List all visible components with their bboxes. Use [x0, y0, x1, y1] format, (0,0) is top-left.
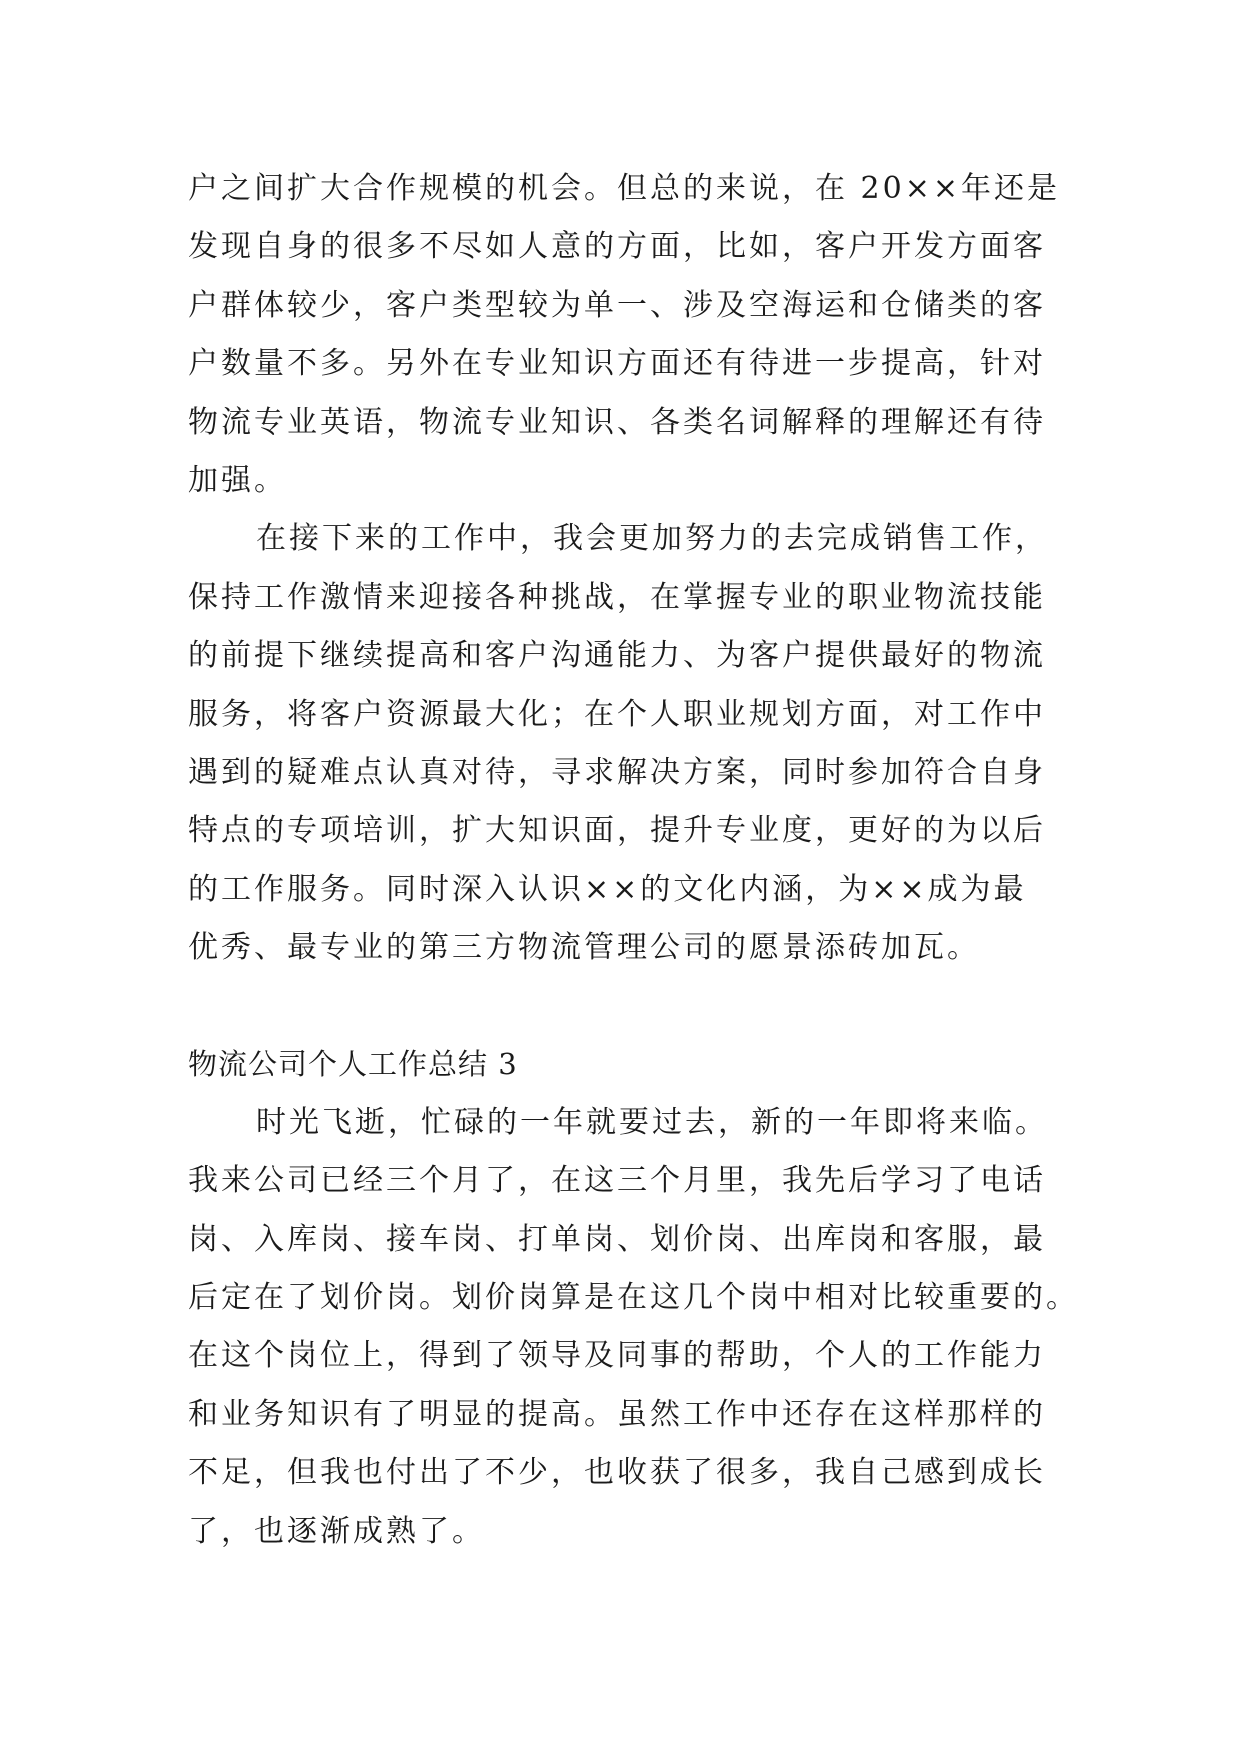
text-line: 的前提下继续提高和客户沟通能力、为客户提供最好的物流	[188, 638, 1046, 674]
text-line: 的工作服务。同时深入认识××的文化内涵，为××成为最	[188, 871, 1027, 907]
text-line: 户数量不多。另外在专业知识方面还有待进一步提高，针对	[188, 346, 1046, 382]
paragraph-cooperation-review	[188, 160, 1068, 510]
text-line: 岗、入库岗、接车岗、打单岗、划价岗、出库岗和客服，最	[188, 1221, 1046, 1257]
text-line: 特点的专项培训，扩大知识面，提升专业度，更好的为以后	[188, 813, 1046, 849]
text-line: 时光飞逝，忙碌的一年就要过去，新的一年即将来临。	[256, 1104, 1048, 1140]
text-line: 优秀、最专业的第三方物流管理公司的愿景添砖加瓦。	[188, 930, 980, 966]
document-body	[188, 160, 1079, 1561]
section-spacer	[188, 977, 1068, 1035]
text-line: 服务，将客户资源最大化；在个人职业规划方面，对工作中	[188, 696, 1046, 732]
paragraph-summary-3	[188, 1094, 1079, 1561]
text-line: 户之间扩大合作规模的机会。但总的来说，在 20××年还是	[188, 171, 1060, 206]
text-line: 物流专业英语，物流专业知识、各类名词解释的理解还有待	[188, 404, 1046, 440]
text-line: 遇到的疑难点认真对待，寻求解决方案，同时参加符合自身	[188, 754, 1046, 790]
text-line: 发现自身的很多不尽如人意的方面，比如，客户开发方面客	[188, 229, 1046, 265]
section-heading-text: 物流公司个人工作总结 3	[188, 1047, 518, 1082]
text-line: 户群体较少，客户类型较为单一、涉及空海运和仓储类的客	[188, 287, 1046, 323]
text-line: 我来公司已经三个月了，在这三个月里，我先后学习了电话	[188, 1163, 1046, 1199]
section-heading	[188, 1035, 1068, 1093]
text-line: 保持工作激情来迎接各种挑战，在掌握专业的职业物流技能	[188, 579, 1046, 615]
text-line: 加强。	[188, 462, 287, 498]
text-line: 在接下来的工作中，我会更加努力的去完成销售工作，	[256, 521, 1048, 557]
paragraph-future-work	[188, 510, 1068, 977]
text-line: 不足，但我也付出了不少，也收获了很多，我自己感到成长	[188, 1455, 1046, 1491]
text-line: 在这个岗位上，得到了领导及同事的帮助，个人的工作能力	[188, 1338, 1046, 1374]
text-line: 和业务知识有了明显的提高。虽然工作中还存在这样那样的	[188, 1396, 1046, 1432]
text-line: 后定在了划价岗。划价岗算是在这几个岗中相对比较重要的。	[188, 1280, 1079, 1316]
text-line: 了，也逐渐成熟了。	[188, 1513, 485, 1549]
